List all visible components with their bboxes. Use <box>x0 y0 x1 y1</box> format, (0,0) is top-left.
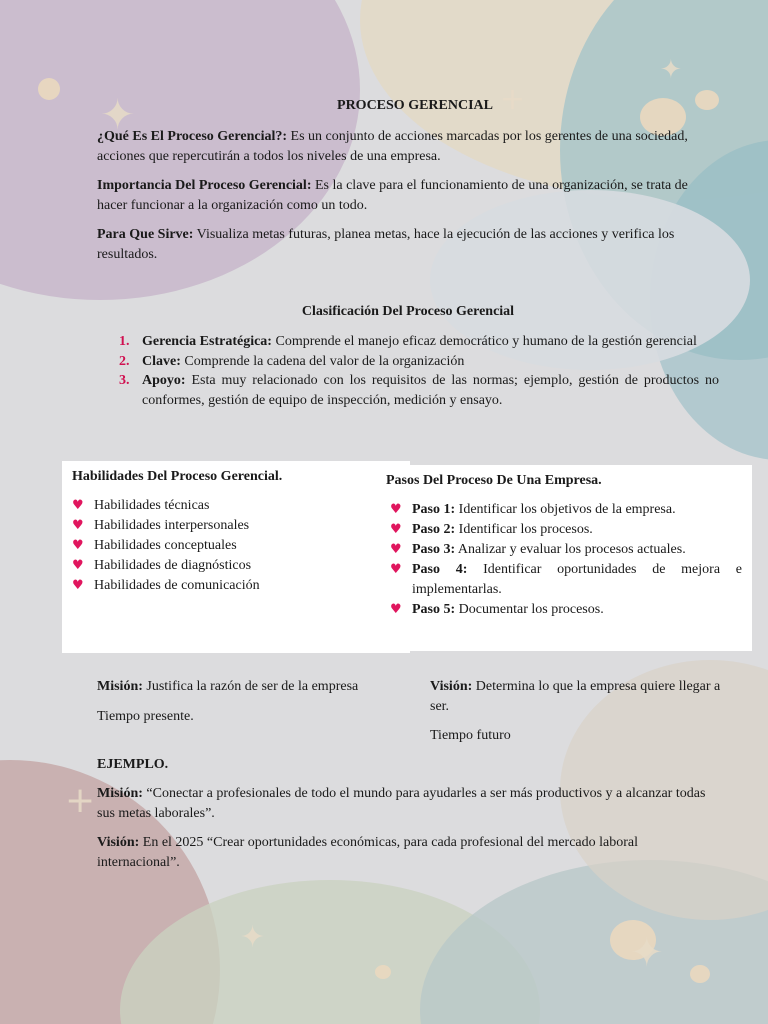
heart-icon: ♥ <box>390 602 402 617</box>
mision-label: Misión: <box>97 679 143 694</box>
list-number: 3. <box>119 373 130 388</box>
heart-icon: ♥ <box>72 538 84 553</box>
plus-icon: + <box>65 780 96 821</box>
list-item-label: Apoyo: <box>142 373 186 388</box>
list-item-text: Habilidades de diagnósticos <box>94 558 252 573</box>
list-item <box>72 516 392 536</box>
list-item <box>97 332 719 352</box>
skills-title: Habilidades Del Proceso Gerencial. <box>72 469 283 484</box>
sparkle-icon: ✦ <box>660 55 682 85</box>
list-item <box>72 576 392 596</box>
step-label: Paso 5: <box>412 602 456 617</box>
intro-purpose <box>97 225 719 264</box>
mision-block <box>97 677 397 726</box>
example-vision-label: Visión: <box>97 835 140 850</box>
list-item-text: Comprende el manejo eficaz democrático y humano de la gestión gerencial <box>271 334 697 349</box>
intro-text: Visualiza metas futuras, planea metas, hace la ejecución de las acciones y verifica los resultados. <box>97 227 675 262</box>
list-item <box>72 556 392 576</box>
intro-definition <box>97 127 719 166</box>
plus-icon: + <box>500 82 526 117</box>
list-number: 1. <box>119 334 130 349</box>
list-item <box>390 600 742 620</box>
step-label: Paso 3: <box>412 542 456 557</box>
example-vision <box>97 833 719 872</box>
heart-icon: ♥ <box>390 562 402 577</box>
list-item <box>390 540 742 560</box>
step-text: Identificar los procesos. <box>455 522 593 537</box>
list-item-label: Clave: <box>142 353 181 369</box>
mision-text: Justifica la razón de ser de la empresa <box>142 679 359 694</box>
vision-label: Visión: <box>430 679 473 694</box>
list-item <box>97 371 719 410</box>
steps-list <box>390 500 742 620</box>
heart-icon: ♥ <box>72 578 84 593</box>
list-item-text: Habilidades técnicas <box>94 498 210 513</box>
skills-box <box>62 461 410 653</box>
heart-icon: ♥ <box>390 542 402 557</box>
classification-list <box>97 332 719 410</box>
example-mision-label: Misión: <box>97 786 143 801</box>
sparkle-icon: ✦ <box>240 920 266 955</box>
sparkle-icon: ✦ <box>100 90 136 139</box>
step-label: Paso 4: <box>412 562 468 577</box>
list-item <box>72 496 392 516</box>
example-vision-text: En el 2025 “Crear oportunidades económicas, para cada profesional del mercado laboral internacional”. <box>97 835 639 870</box>
list-item <box>97 352 719 372</box>
intro-importance <box>97 176 719 215</box>
classification-title: Clasificación Del Proceso Gerencial <box>301 304 515 319</box>
vision-text: Determina lo que la empresa quiere llegar a ser. <box>430 679 721 714</box>
example-mision <box>97 784 719 823</box>
list-item <box>72 536 392 556</box>
intro-label: ¿Qué Es El Proceso Gerencial?: <box>97 129 288 144</box>
list-item-text: Habilidades interpersonales <box>94 518 250 533</box>
steps-title: Pasos Del Proceso De Una Empresa. <box>386 473 602 488</box>
list-item-text: Comprende la cadena del valor de la organización <box>180 353 465 369</box>
list-item <box>390 520 742 540</box>
intro-label: Para Que Sirve: <box>97 227 194 242</box>
list-item <box>390 560 742 600</box>
step-text: Identificar oportunidades de mejora e implementarlas. <box>412 562 742 597</box>
vision-definition <box>430 677 730 716</box>
mision-definition <box>97 677 397 697</box>
mision-time: Tiempo presente. <box>97 708 194 724</box>
intro-label: Importancia Del Proceso Gerencial: <box>97 178 312 193</box>
heart-icon: ♥ <box>72 498 84 513</box>
heart-icon: ♥ <box>390 522 402 537</box>
step-label: Paso 1: <box>412 502 456 517</box>
list-item-text: Habilidades conceptuales <box>94 538 237 553</box>
list-item-label: Gerencia Estratégica: <box>142 334 272 349</box>
list-number: 2. <box>119 353 130 369</box>
intro-text: Es la clave para el funcionamiento de una organización, se trata de hacer funcionar a la organización como un todo. <box>97 178 688 213</box>
sparkle-icon: ✦ <box>630 930 664 976</box>
skills-list <box>72 496 392 596</box>
steps-box <box>380 465 752 651</box>
vision-time: Tiempo futuro <box>430 728 511 743</box>
list-item-text: Habilidades de comunicación <box>94 578 260 593</box>
list-item-text: Esta muy relacionado con los requisitos de las normas; ejemplo, gestión de productos no conformes, gestión de equipo de inspección, medición y ensayo. <box>142 373 719 408</box>
step-label: Paso 2: <box>412 522 456 537</box>
vision-block <box>430 677 730 746</box>
example-mision-text: “Conectar a profesionales de todo el mundo para ayudarles a ser más productivos y a alcanzar todas sus metas laborales”. <box>97 786 706 821</box>
example-heading: EJEMPLO. <box>97 757 169 772</box>
step-text: Documentar los procesos. <box>455 602 604 617</box>
step-text: Analizar y evaluar los procesos actuales. <box>455 542 686 557</box>
intro-text: Es un conjunto de acciones marcadas por los gerentes de una sociedad, acciones que repercutirán a todos los niveles de una empresa. <box>97 129 688 164</box>
heart-icon: ♥ <box>72 558 84 573</box>
step-text: Identificar los objetivos de la empresa. <box>455 502 676 517</box>
page-title: PROCESO GERENCIAL <box>337 98 493 113</box>
heart-icon: ♥ <box>72 518 84 533</box>
list-item <box>390 500 742 520</box>
heart-icon: ♥ <box>390 502 402 517</box>
